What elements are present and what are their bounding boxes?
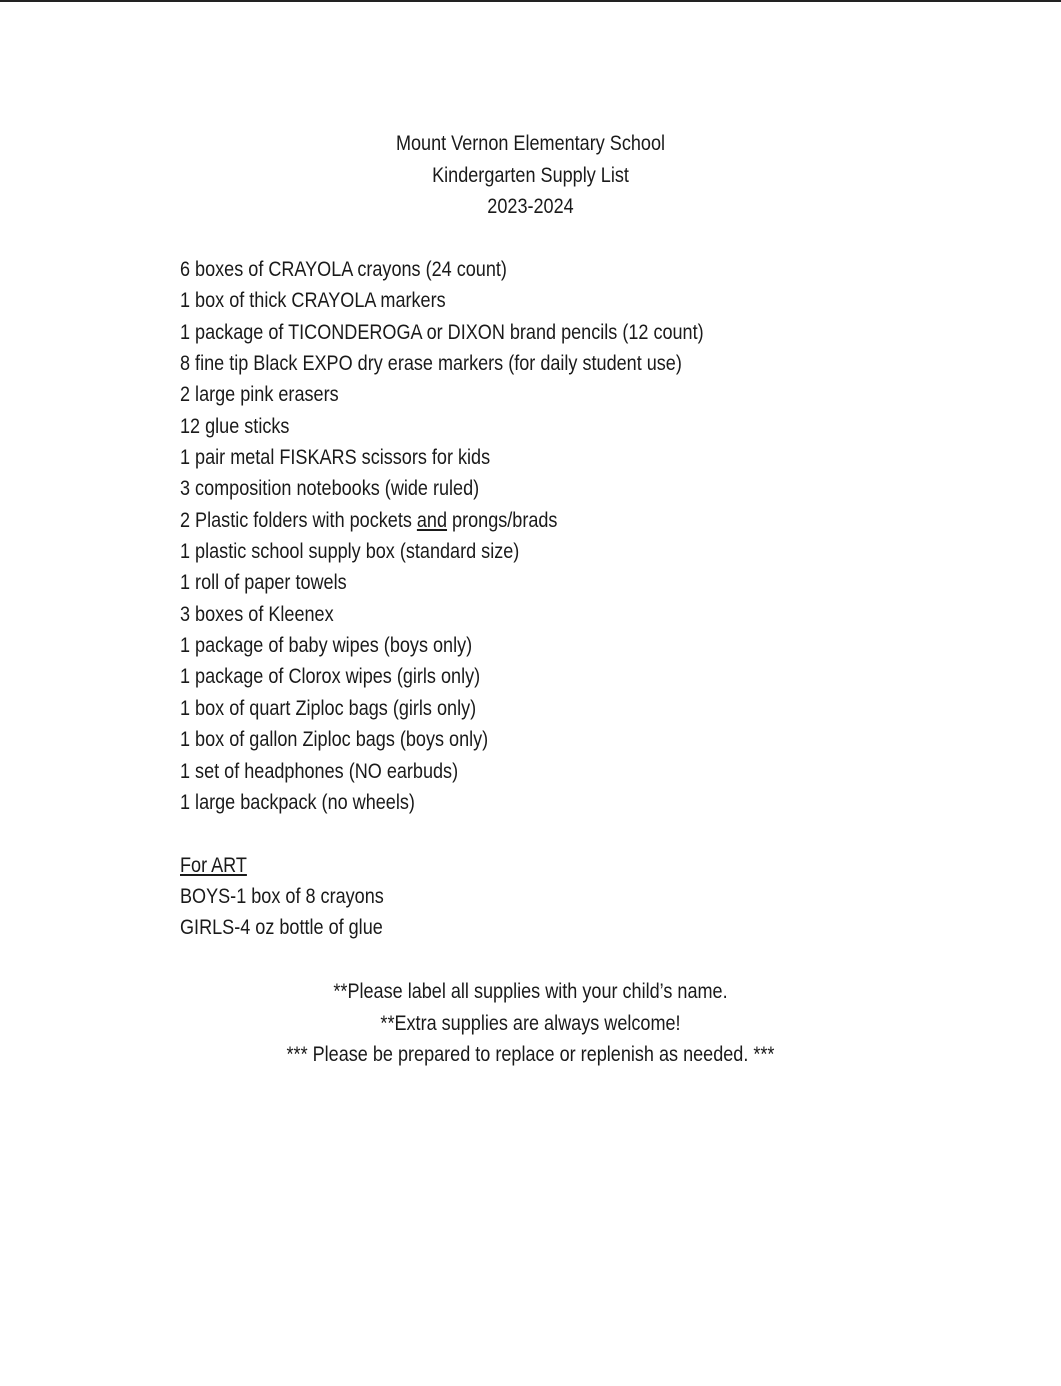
supply-item: 3 boxes of Kleenex — [180, 602, 334, 626]
art-item-boys: BOYS-1 box of 8 crayons — [180, 885, 384, 908]
supply-item: 1 pair metal FISKARS scissors for kids — [180, 446, 491, 470]
supply-item: 1 package of baby wipes (boys only) — [180, 634, 473, 658]
supply-item: 8 fine tip Black EXPO dry erase markers (for daily student use) — [180, 352, 682, 376]
supply-item — [180, 505, 704, 536]
supply-item-text: 2 Plastic folders with pockets — [180, 508, 417, 532]
supply-item-text: prongs/brads — [447, 508, 558, 532]
art-item-girls: GIRLS-4 oz bottle of glue — [180, 916, 383, 939]
supply-item: 1 box of quart Ziploc bags (girls only) — [180, 696, 477, 720]
page-title: Kindergarten Supply List — [432, 163, 629, 187]
supply-item: 1 set of headphones (NO earbuds) — [180, 759, 459, 783]
supply-item: 1 large backpack (no wheels) — [180, 790, 415, 814]
supply-item: 1 package of TICONDEROGA or DIXON brand pencils (12 count) — [180, 320, 704, 344]
supply-item: 1 plastic school supply box (standard size) — [180, 540, 520, 564]
supply-item: 6 boxes of CRAYOLA crayons (24 count) — [180, 258, 507, 281]
note-label-supplies: **Please label all supplies with your child’s name. — [333, 980, 728, 1003]
supply-item: 1 roll of paper towels — [180, 571, 347, 595]
supply-item: 1 box of thick CRAYOLA markers — [180, 289, 446, 313]
underlined-word: and — [416, 508, 448, 532]
supply-item: 1 package of Clorox wipes (girls only) — [180, 665, 481, 689]
supply-item: 2 large pink erasers — [180, 383, 339, 407]
supply-item: 12 glue sticks — [180, 414, 290, 438]
notes-section — [0, 976, 1061, 1071]
note-extra-supplies: **Extra supplies are always welcome! — [380, 1011, 681, 1035]
top-border-line — [0, 0, 1061, 2]
school-year: 2023-2024 — [487, 195, 574, 218]
note-replenish: *** Please be prepared to replace or replenish as needed. *** — [286, 1043, 775, 1066]
supply-item: 1 box of gallon Ziploc bags (boys only) — [180, 728, 489, 752]
document-header — [0, 128, 1061, 223]
school-name: Mount Vernon Elementary School — [395, 132, 666, 155]
supply-item: 3 composition notebooks (wide ruled) — [180, 477, 480, 501]
supply-list — [180, 254, 789, 818]
art-section — [180, 850, 417, 943]
art-heading: For ART — [180, 854, 247, 877]
